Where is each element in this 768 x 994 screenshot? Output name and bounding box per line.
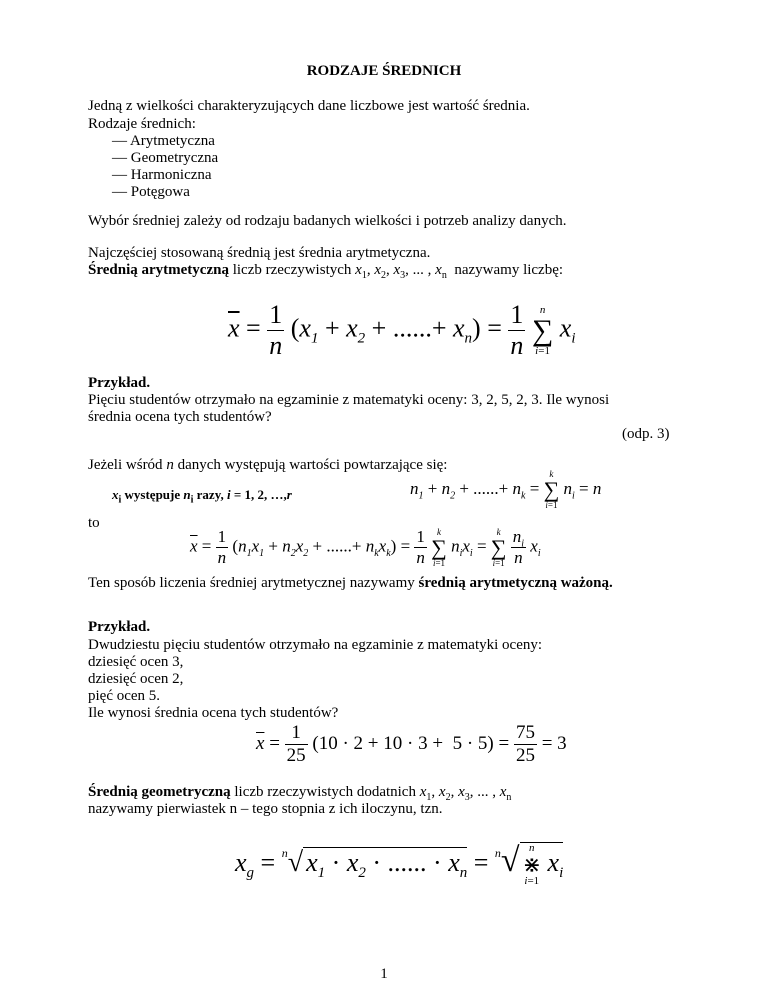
arith-mean-formula: $\overline{x}$ = $\frac{1}{n}$ ($x_1 + x_2$ + ......+ $x_n$) = $\frac{1}{n}$ n ∑ i=1 $x_i$ [228, 300, 576, 360]
geo-definition-line2: nazywamy pierwiastek n – tego stopnia z ich iloczynu, tzn. [88, 801, 443, 817]
example1-text-line2: średnia ocena tych studentów? [88, 409, 272, 425]
repeat-condition: $x_i$ występuje $n_i$ razy, i = 1, 2, …,r [112, 487, 292, 506]
example1-label: Przykład. [88, 375, 151, 391]
repeat-intro: Jeżeli wśród n danych występują wartości powtarzające się: [88, 457, 448, 473]
most-used-text: Najczęściej stosowaną średnią jest średnia arytmetyczna. [88, 245, 431, 261]
to-text: to [88, 515, 100, 531]
example2-line: Dwudziestu pięciu studentów otrzymało na egzaminie z matematyki oceny: [88, 637, 543, 653]
types-heading: Rodzaje średnich: [88, 116, 196, 132]
choice-text: Wybór średniej zależy od rodzaju badanych wielkości i potrzeb analizy danych. [88, 213, 567, 229]
list-item: — Harmoniczna [112, 167, 212, 183]
intro-text: Jedną z wielkości charakteryzujących dane liczbowe jest wartość średnia. [88, 98, 530, 114]
arith-definition-rest: liczb rzeczywistych $x_1$, $x_2$, $x_3$, ... , $x_n$ nazywamy liczbę: [232, 262, 564, 281]
example1-answer: (odp. 3) [622, 426, 670, 442]
geo-definition: Średnią geometryczną liczb rzeczywistych dodatnich $x_1$, $x_2$, $x_3$, ... , $x_n$ [88, 784, 512, 803]
weighted-mean-formula: $\overline{x}$ = $\frac{1}{n}$ ($n_1x_1 + n_2x_2$ + ......+ $n_kx_k$) = $\frac{1}{n}$ k ∑ i=1 $n_ix_i$ = k ∑ i=1 $\frac{n_i}{n}$ $x_i$ [190, 526, 541, 568]
count-sum-formula: $n_1 + n_2$ + ......+ $n_k$ = k ∑ i=1 $n_i = n$ [410, 469, 602, 510]
weighted-definition: Ten sposób liczenia średniej arytmetycznej nazywamy średnią arytmetyczną ważoną. [88, 575, 613, 591]
example2-line: dziesięć ocen 3, [88, 654, 184, 670]
example2-line: Ile wynosi średnia ocena tych studentów? [88, 705, 339, 721]
example2-line: pięć ocen 5. [88, 688, 161, 704]
example1-text-line1: Pięciu studentów otrzymało na egzaminie z matematyki oceny: 3, 2, 5, 2, 3. Ile wynosi [88, 392, 610, 408]
page-title: RODZAJE ŚREDNICH [306, 63, 462, 79]
page-number: 1 [380, 966, 388, 982]
geo-definition-rest: liczb rzeczywistych dodatnich $x_1$, $x_2$, $x_3$, ... , $x_n$ [234, 784, 512, 803]
geo-mean-formula: $x_g = ^n√$ $x_1 \cdot x_2$ · ...... · $x_n = ^n√$ n ⋇ i=1 $x_i$ [235, 842, 564, 888]
example2-label: Przykład. [88, 619, 151, 635]
list-item: — Arytmetyczna [112, 133, 215, 149]
example2-line: dziesięć ocen 2, [88, 671, 184, 687]
arith-definition: Średnią arytmetyczną liczb rzeczywistych $x_1$, $x_2$, $x_3$, ... , $x_n$ nazywamy liczbę: [88, 262, 564, 281]
list-item: — Geometryczna [112, 150, 219, 166]
example2-computation: $\overline{x}$ = $\frac{1}{25}$ (10 · 2 + 10 · 3 + 5 · 5) = $\frac{75}{25}$ = 3 [256, 722, 567, 766]
list-item: — Potęgowa [112, 184, 190, 200]
